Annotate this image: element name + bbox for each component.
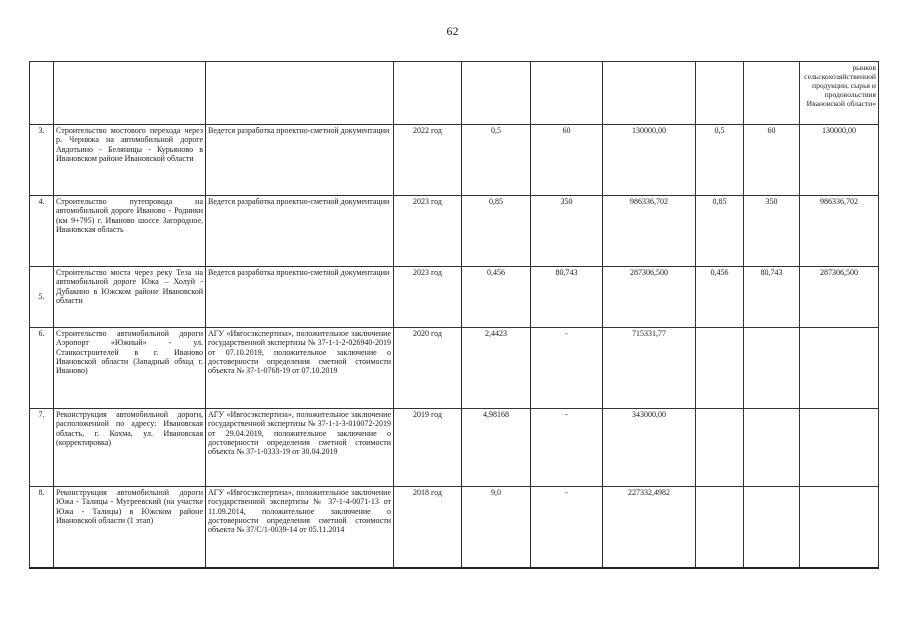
table-row — [30, 267, 879, 328]
cell-length-2 — [744, 487, 800, 569]
cell-num: 7. — [30, 409, 54, 487]
cell-capacity — [462, 62, 531, 125]
cell-capacity-2 — [696, 62, 744, 125]
cell-length-2 — [744, 409, 800, 487]
table-row — [30, 125, 879, 196]
cell-cost-2 — [800, 487, 879, 569]
cell-year: 2018 год — [394, 487, 462, 569]
cell-program-name: рынков сельскохозяйственной продукции, сырья и продовольствия Ивановской области» — [800, 62, 879, 125]
cell-cost: 130000,00 — [603, 125, 696, 196]
cell-length: 80,743 — [531, 267, 603, 328]
cell-num: 4. — [30, 196, 54, 267]
cell-status: АГУ «Ивгосэкспертиза», положительное заключение государственной экспертизы № 37-1-1-2-026940-2019 от 07.10.2019, положительное заключение о достоверности определения сметной стоимости объекта № 37-1-0768-19 от 07.10.2019 — [206, 328, 394, 409]
cell-cost: 343000,00 — [603, 409, 696, 487]
table-row-carryover — [30, 62, 879, 125]
cell-length-2 — [744, 328, 800, 409]
cell-length-2 — [744, 62, 800, 125]
cell-length: 60 — [531, 125, 603, 196]
cell-length: - — [531, 487, 603, 569]
cell-cost-2 — [800, 409, 879, 487]
projects-table — [29, 61, 879, 569]
cell-cost-2: 130000,00 — [800, 125, 879, 196]
cell-cost-2: 986336,702 — [800, 196, 879, 267]
cell-year: 2020 год — [394, 328, 462, 409]
cell-length-2: 80,743 — [744, 267, 800, 328]
cell-cost: 986336,702 — [603, 196, 696, 267]
cell-status: Ведется разработка проектно-сметной документации — [206, 125, 394, 196]
cell-capacity: 0,456 — [462, 267, 531, 328]
cell-length: - — [531, 328, 603, 409]
cell-capacity: 9,0 — [462, 487, 531, 569]
cell-object: Реконструкция автомобильной дороги Южа - Талицы - Мугреевский (на участке Южа - Талицы) в Южском районе Ивановской области (1 этап) — [54, 487, 206, 569]
cell-capacity-2: 0,85 — [696, 196, 744, 267]
cell-cost: 715331,77 — [603, 328, 696, 409]
cell-num: 8. — [30, 487, 54, 569]
cell-length-2: 60 — [744, 125, 800, 196]
cell-object: Строительство моста через реку Теза на автомобильной дороге Южа – Холуй - Дубакино в Южском районе Ивановской области — [54, 267, 206, 328]
cell-object: Строительство мостового перехода через р. Черняжа на автомобильной дороге Авдотьино - Беляницы - Курьяново в Ивановском районе Ивановской области — [54, 125, 206, 196]
cell-num — [30, 62, 54, 125]
cell-year: 2022 год — [394, 125, 462, 196]
cell-capacity-2 — [696, 487, 744, 569]
cell-capacity-2 — [696, 328, 744, 409]
cell-capacity-2: 0,5 — [696, 125, 744, 196]
table-row — [30, 328, 879, 409]
cell-status: АГУ «Ивгосэкспертиза», положительное заключение государственной экспертизы № 37-1-1-3-010072-2019 от 29.04.2019, положительное заключение о достоверности определения сметной стоимости объекта № 37-1-0333-19 от 30.04.2019 — [206, 409, 394, 487]
cell-cost: 227332,4982 — [603, 487, 696, 569]
cell-cost — [603, 62, 696, 125]
cell-year: 2023 год — [394, 267, 462, 328]
cell-status — [206, 62, 394, 125]
cell-object — [54, 62, 206, 125]
cell-capacity: 0,5 — [462, 125, 531, 196]
cell-num: 5. — [30, 267, 54, 328]
table-row — [30, 196, 879, 267]
cell-year — [394, 62, 462, 125]
cell-object: Реконструкция автомобильной дороги, расположенной по адресу: Ивановская область, г. Кохма, ул. Ивановская (корректировка) — [54, 409, 206, 487]
table-row — [30, 409, 879, 487]
cell-num: 6. — [30, 328, 54, 409]
table-row — [30, 487, 879, 569]
cell-cost-2: 287306,500 — [800, 267, 879, 328]
cell-cost-2 — [800, 328, 879, 409]
cell-year: 2019 год — [394, 409, 462, 487]
cell-status: Ведется разработка проектно-сметной документации — [206, 196, 394, 267]
cell-capacity: 2,4423 — [462, 328, 531, 409]
cell-length-2: 350 — [744, 196, 800, 267]
cell-cost: 287306,500 — [603, 267, 696, 328]
cell-capacity: 4,98168 — [462, 409, 531, 487]
cell-capacity-2: 0,456 — [696, 267, 744, 328]
cell-capacity: 0,85 — [462, 196, 531, 267]
cell-capacity-2 — [696, 409, 744, 487]
page-number: 62 — [446, 24, 459, 38]
cell-object: Строительство автомобильной дороги Аэропорт «Южный» - ул. Станкостроителей в г. Иваново Ивановской области (Западный обход г. Иваново) — [54, 328, 206, 409]
cell-status: АГУ «Ивгосэкспертиза», положительное заключение государственной экспертизы № 37-1-4-0071-13 от 11.09.2014, положительное заключение о достоверности определения сметной стоимости объекта № 37/С/1-0039-14 от 05.11.2014 — [206, 487, 394, 569]
cell-length: - — [531, 409, 603, 487]
cell-object: Строительство путепровода на автомобильной дороге Иваново - Родники (км 9+795) г. Иваново шоссе Загородное, Ивановская область — [54, 196, 206, 267]
cell-num: 3. — [30, 125, 54, 196]
cell-year: 2023 год — [394, 196, 462, 267]
cell-length: 350 — [531, 196, 603, 267]
cell-length — [531, 62, 603, 125]
cell-status: Ведется разработка проектно-сметной документации — [206, 267, 394, 328]
